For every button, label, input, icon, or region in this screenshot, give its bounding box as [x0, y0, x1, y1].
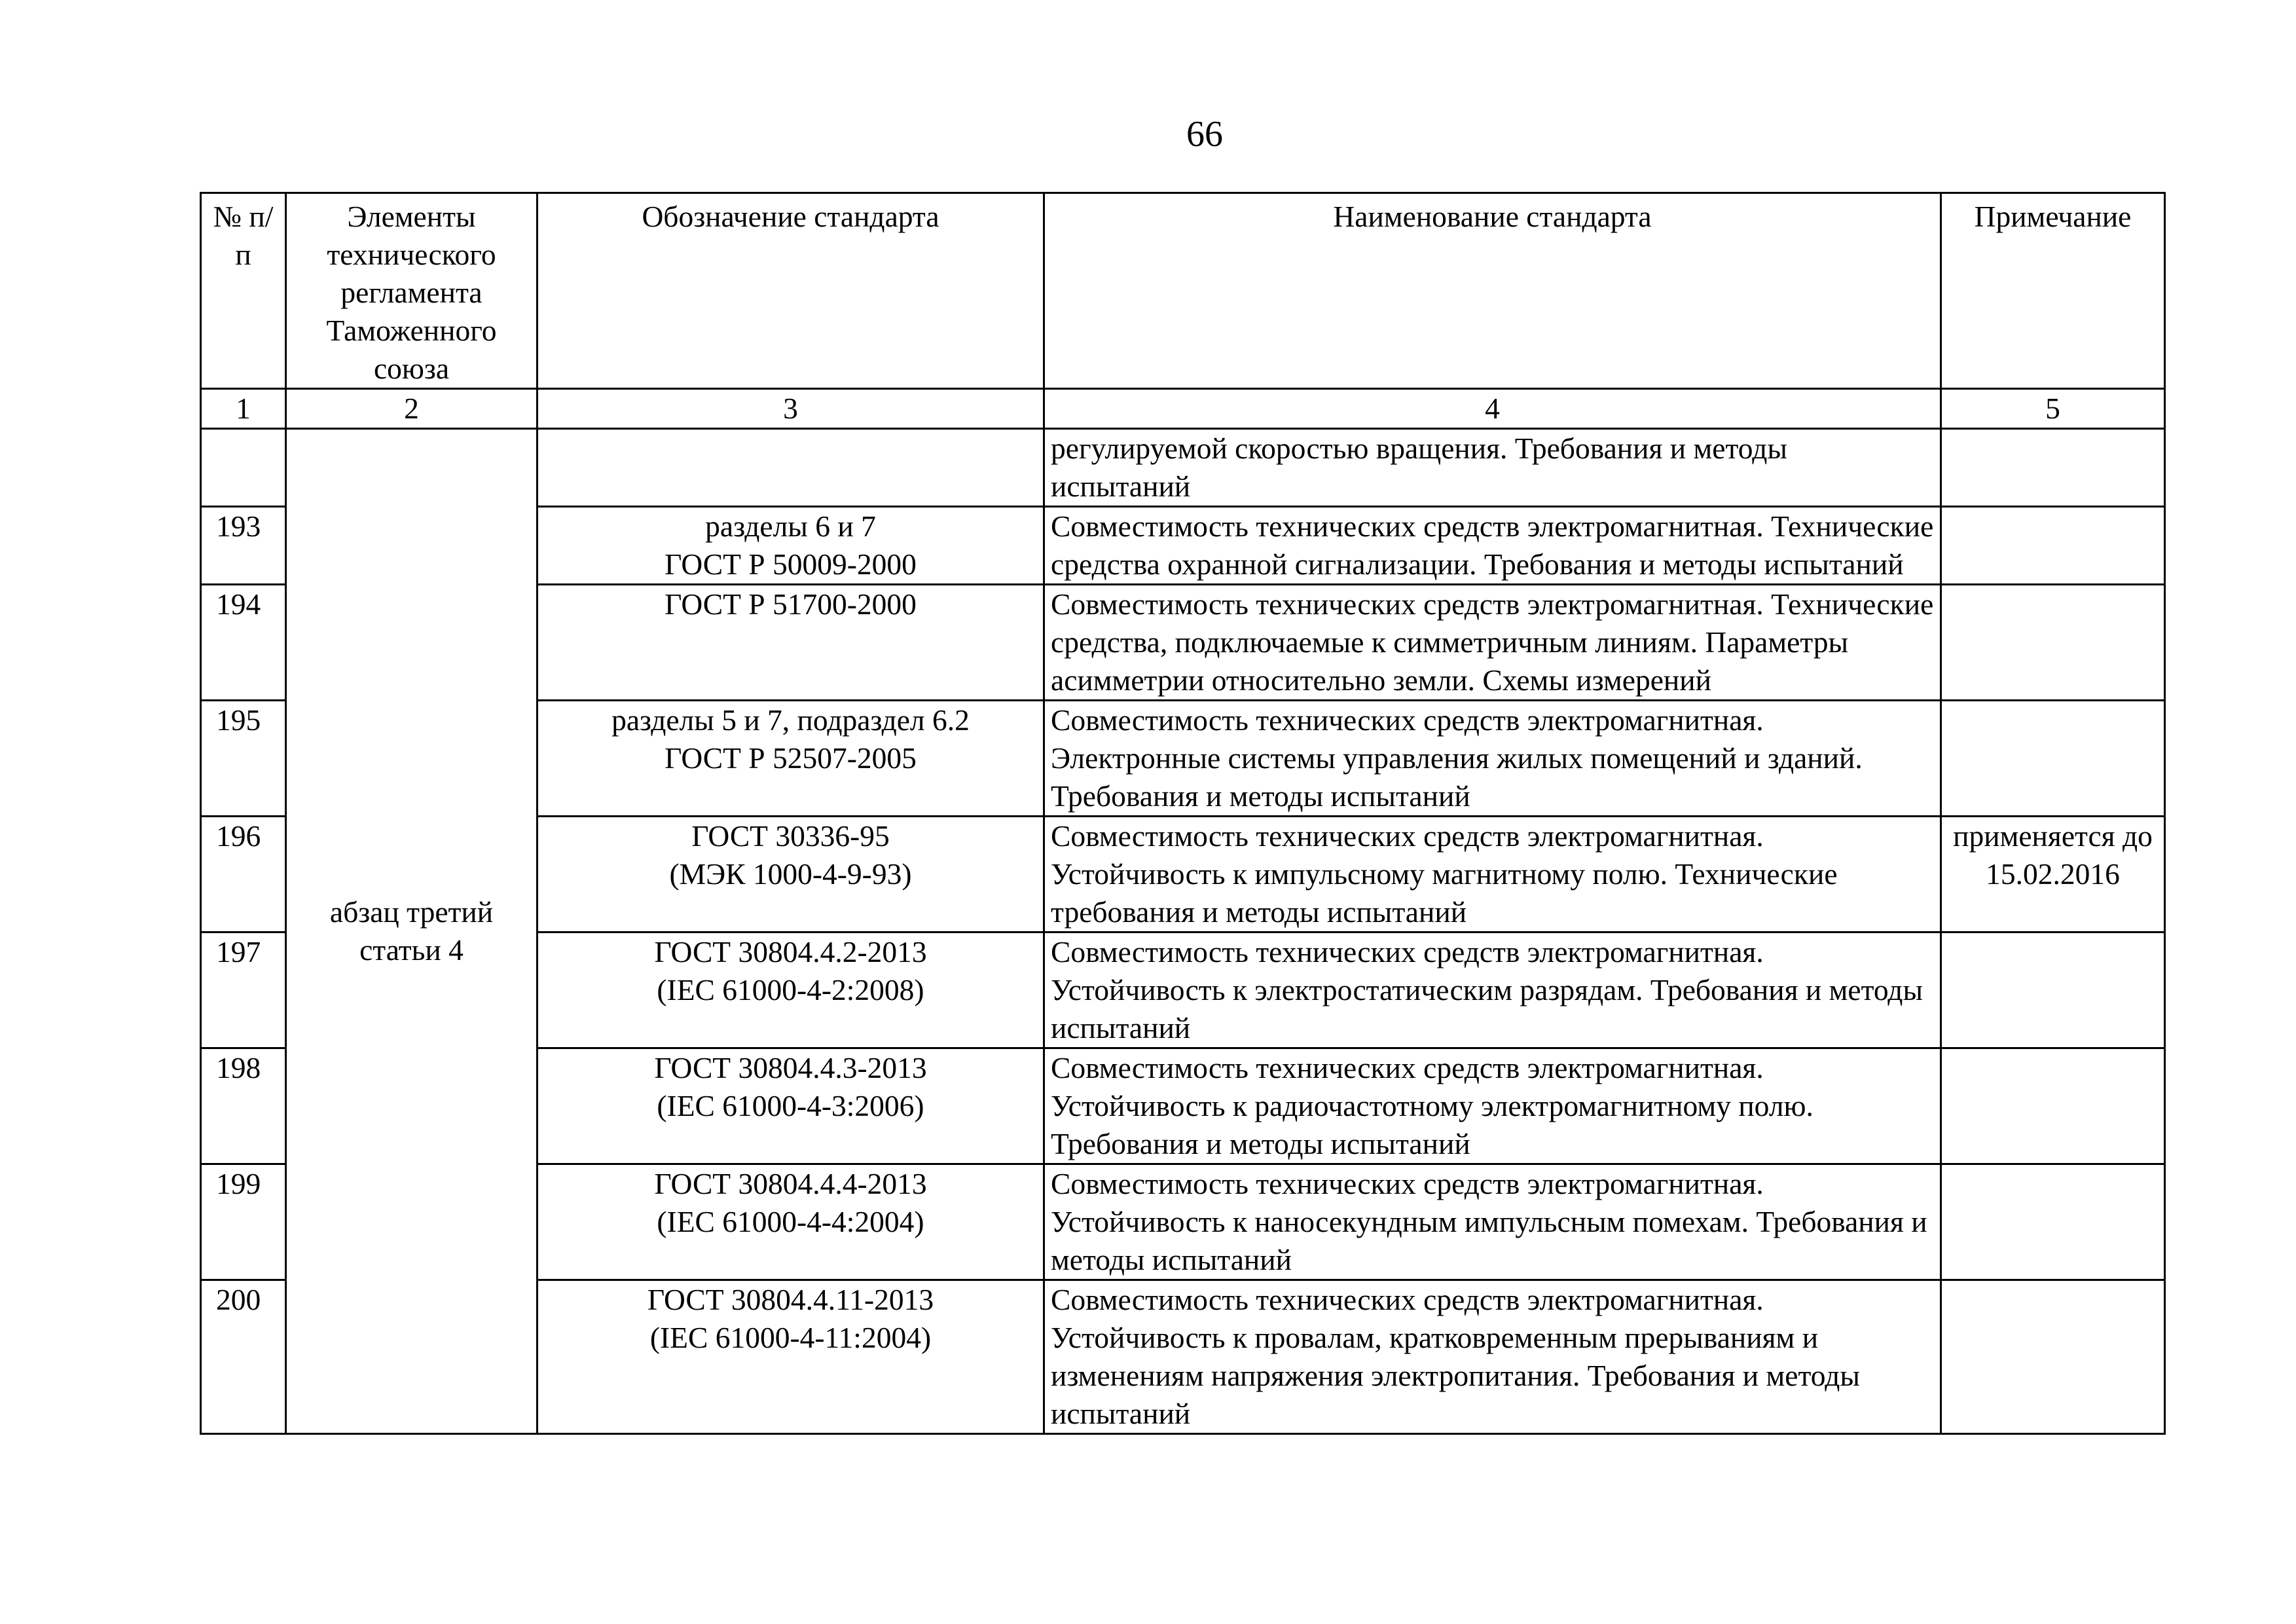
- header-note: Примечание: [1941, 193, 2165, 389]
- header-name: Наименование стандарта: [1044, 193, 1941, 389]
- designation-line: ГОСТ 30336-95: [691, 819, 890, 853]
- note: [1941, 932, 2165, 1048]
- standard-designation: [538, 932, 1044, 1048]
- standard-name: Совместимость технических средств электромагнитная. Устойчивость к провалам, кратковременным прерываниям и изменениям напряжения электропитания. Требования и методы испытаний: [1044, 1280, 1941, 1434]
- designation-line: разделы 6 и 7: [705, 509, 876, 543]
- header-number: № п/п: [201, 193, 286, 389]
- column-number: 4: [1044, 389, 1941, 429]
- column-number: 5: [1941, 389, 2165, 429]
- note: [1941, 1164, 2165, 1280]
- designation-line: ГОСТ 30804.4.3-2013: [654, 1051, 927, 1084]
- standard-designation: [538, 1048, 1044, 1164]
- designation-line: ГОСТ 30804.4.2-2013: [654, 935, 927, 969]
- designation-line: ГОСТ Р 50009-2000: [665, 547, 917, 581]
- designation-line: (МЭК 1000-4-9-93): [669, 857, 912, 891]
- header-designation: Обозначение стандарта: [538, 193, 1044, 389]
- standard-name: Совместимость технических средств электромагнитная. Устойчивость к электростатическим разрядам. Требования и методы испытаний: [1044, 932, 1941, 1048]
- standard-name: Совместимость технических средств электромагнитная. Устойчивость к радиочастотному электромагнитному полю. Требования и методы испытаний: [1044, 1048, 1941, 1164]
- note: [1941, 701, 2165, 817]
- header-row: [201, 193, 2165, 389]
- standard-designation: [538, 507, 1044, 585]
- column-number: 1: [201, 389, 286, 429]
- note: [1941, 585, 2165, 701]
- row-number: 197: [201, 932, 286, 1048]
- designation-line: ГОСТ Р 51700-2000: [665, 587, 917, 621]
- standard-name: Совместимость технических средств электромагнитная. Устойчивость к наносекундным импульсным помехам. Требования и методы испытаний: [1044, 1164, 1941, 1280]
- standard-designation: [538, 429, 1044, 507]
- standard-name: регулируемой скоростью вращения. Требования и методы испытаний: [1044, 429, 1941, 507]
- column-number: 2: [286, 389, 538, 429]
- designation-line: (IEC 61000-4-2:2008): [657, 973, 924, 1006]
- designation-line: (IEC 61000-4-3:2006): [657, 1089, 924, 1122]
- standard-name: Совместимость технических средств электромагнитная. Электронные системы управления жилых помещений и зданий. Требования и методы испытаний: [1044, 701, 1941, 817]
- row-number: 194: [201, 585, 286, 701]
- designation-line: ГОСТ 30804.4.4-2013: [654, 1167, 927, 1200]
- designation-line: (IEC 61000-4-11:2004): [649, 1321, 932, 1354]
- column-number-row: [201, 389, 2165, 429]
- row-number: 196: [201, 817, 286, 932]
- column-number: 3: [538, 389, 1044, 429]
- row-number: 198: [201, 1048, 286, 1164]
- standard-designation: [538, 817, 1044, 932]
- standard-designation: [538, 1280, 1044, 1434]
- standard-name: Совместимость технических средств электромагнитная. Технические средства, подключаемые к симметричным линиям. Параметры асимметрии относительно земли. Схемы измерений: [1044, 585, 1941, 701]
- designation-line: ГОСТ 30804.4.11-2013: [647, 1283, 934, 1316]
- header-elements: Элементы технического регламента Таможенного союза: [286, 193, 538, 389]
- standard-designation: [538, 701, 1044, 817]
- standard-designation: [538, 1164, 1044, 1280]
- designation-line: ГОСТ Р 52507-2005: [665, 741, 917, 775]
- standard-designation: [538, 585, 1044, 701]
- note: [1941, 1048, 2165, 1164]
- regulation-element-cell: абзац третий статьи 4: [286, 429, 538, 1434]
- designation-line: разделы 5 и 7, подраздел 6.2: [611, 703, 970, 737]
- standard-name: Совместимость технических средств электромагнитная. Устойчивость к импульсному магнитному полю. Технические требования и методы испытаний: [1044, 817, 1941, 932]
- standard-name: Совместимость технических средств электромагнитная. Технические средства охранной сигнализации. Требования и методы испытаний: [1044, 507, 1941, 585]
- note: применяется до 15.02.2016: [1941, 817, 2165, 932]
- row-number: 195: [201, 701, 286, 817]
- row-number: 200: [201, 1280, 286, 1434]
- standards-table: [200, 192, 2166, 1435]
- note: [1941, 507, 2165, 585]
- note: [1941, 429, 2165, 507]
- page-number: 66: [1186, 114, 1223, 155]
- row-number: 193: [201, 507, 286, 585]
- note: [1941, 1280, 2165, 1434]
- row-number: 199: [201, 1164, 286, 1280]
- row-number: [201, 429, 286, 507]
- table-row: [201, 429, 2165, 507]
- designation-line: (IEC 61000-4-4:2004): [657, 1205, 924, 1238]
